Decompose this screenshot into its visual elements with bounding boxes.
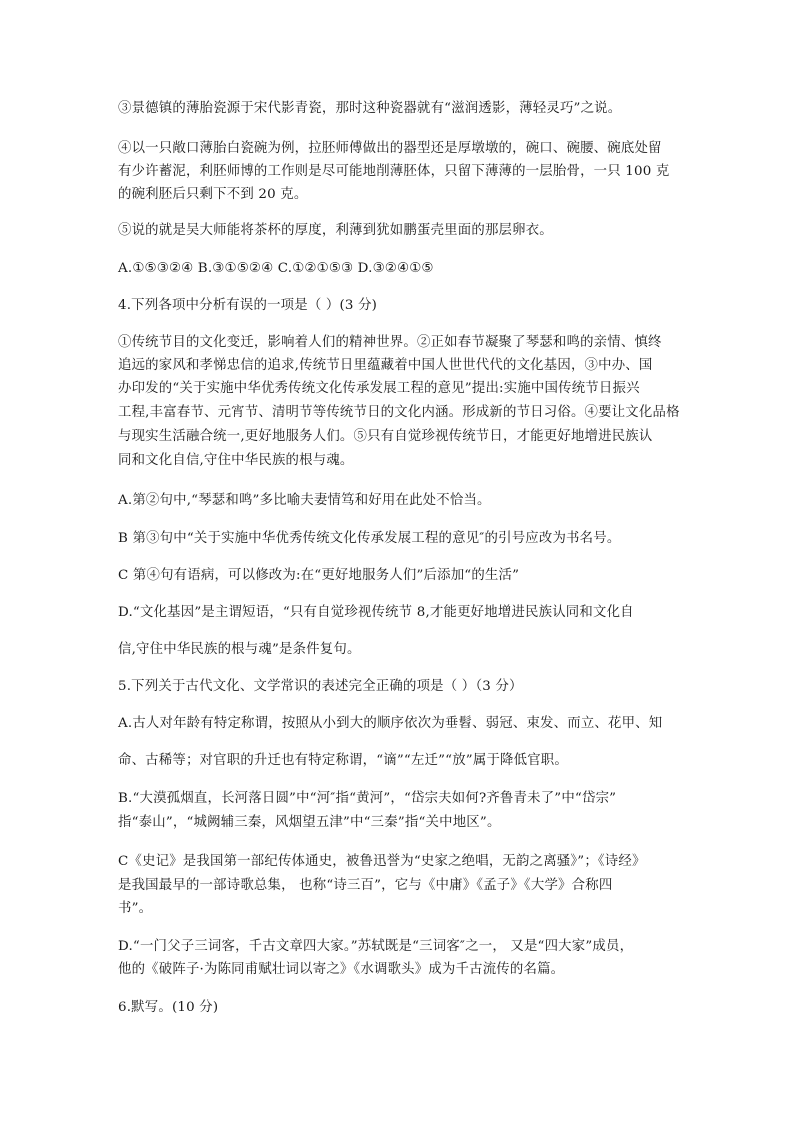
option-c: C 第④句有语病，可以修改为:在“更好地服务人们”后添加“的生活”: [118, 568, 520, 583]
text-line: ①传统节目的文化变迁，影响着人们的精神世界。②正如春节凝聚了琴瑟和鸣的亲情、慎终: [118, 335, 662, 350]
question-heading: 5.下列关于古代文化、文学常识的表述完全正确的项是（ ）（3 分）: [118, 679, 523, 694]
option-d: D.“一门父子三词客，千古文章四大家。”苏轼既是“三词客″之一， 又是“四大家”成员，: [118, 939, 634, 954]
text-line: 与现实生活融合统一,更好地服务人们。⑤只有自觉珍视传统节日，才能更好地增进民族认: [118, 429, 653, 444]
text-line: ③景德镇的薄胎瓷源于宋代影青瓷，那时这种瓷器就有“滋润透影，薄轻灵巧”之说。: [118, 101, 622, 116]
question-heading: 4.下列各项中分析有误的一项是（ ）(3 分): [118, 298, 378, 313]
option-a: A.古人对年龄有特定称谓，按照从小到大的顺序依次为垂髫、弱冠、束发、而立、花甲、知: [118, 716, 663, 731]
option-c-continued: 是我国最早的一部诗歌总集， 也称“诗三百”，它与《中庸》《孟子》《大学》合称四: [118, 878, 613, 893]
option-a: A.第②句中,“琴瑟和鸣”多比喻夫妻情笃和好用在此处不恰当。: [118, 493, 491, 508]
text-line: ⑤说的就是吴大师能将茶杯的厚度，利薄到犹如鹏蛋壳里面的那层卵衣。: [118, 223, 553, 238]
option-a-continued: 命、古稀等；对官职的升迁也有特定称谓，“谪”“左迁”“放”属于降低官职。: [118, 753, 568, 768]
option-c: C《史记》是我国第一部纪传体通史，被鲁迅誉为“史家之绝唱，无韵之离骚》”；《诗经》: [118, 854, 646, 869]
text-line: ④以一只敞口薄胎白瓷碗为例，拉胚师傅做出的器型还是厚墩墩的，碗口、碗腰、碗底处留: [118, 141, 662, 156]
option-c-continued: 书”。: [118, 901, 153, 916]
text-line: 工程,丰富春节、元宵节、清明节等传统节日的文化内涵。形成新的节日习俗。④要让文化品格: [118, 405, 680, 420]
option-b: B.“大漠孤烟直，长河落日圆”中“河″指“黄河”，“岱宗夫如何?齐鲁青未了”中“岱宗”: [118, 791, 617, 806]
option-b: B 第③句中“关于实施中华优秀传统文化传承发展工程的意见″的引号应改为书名号。: [118, 531, 621, 546]
option-d-continued: 他的《破阵子·为陈同甫赋壮词以寄之》《水调歌头》成为千古流传的名篇。: [118, 962, 565, 977]
text-line: 同和文化自信,守住中华民族的根与魂。: [118, 453, 354, 468]
text-line: 追远的家风和孝悌忠信的追求,传统节日里蕴藏着中国人世世代代的文化基因，③中办、国: [118, 358, 653, 373]
question-heading: 6.默写。(10 分): [118, 1000, 219, 1015]
option-b-continued: 指“泰山”，“城阙辅三秦，风烟望五津”中“三秦”指“关中地区”。: [118, 815, 501, 830]
option-d: D.“文化基因”是主谓短语，“只有自觉珍视传统节 8,才能更好地增进民族认同和文化自: [118, 605, 634, 620]
text-line: 办印发的“关于实施中华优秀传统文化传承发展工程的意见”提出:实施中国传统节日振兴: [118, 381, 640, 396]
text-line: 有少许蓄泥，利胚师博的工作则是尽可能地削薄胚体，只留下薄薄的一层胎骨，一只 100 克: [118, 164, 670, 179]
option-d-continued: 信,守住中华民族的根与魂”是条件复句。: [118, 642, 361, 657]
text-line: 的碗利胚后只剩下不到 20 克。: [118, 187, 308, 202]
answer-options: A.①⑤③②④ B.③①⑤②④ C.①②①⑤③ D.③②④①⑤: [118, 261, 434, 276]
